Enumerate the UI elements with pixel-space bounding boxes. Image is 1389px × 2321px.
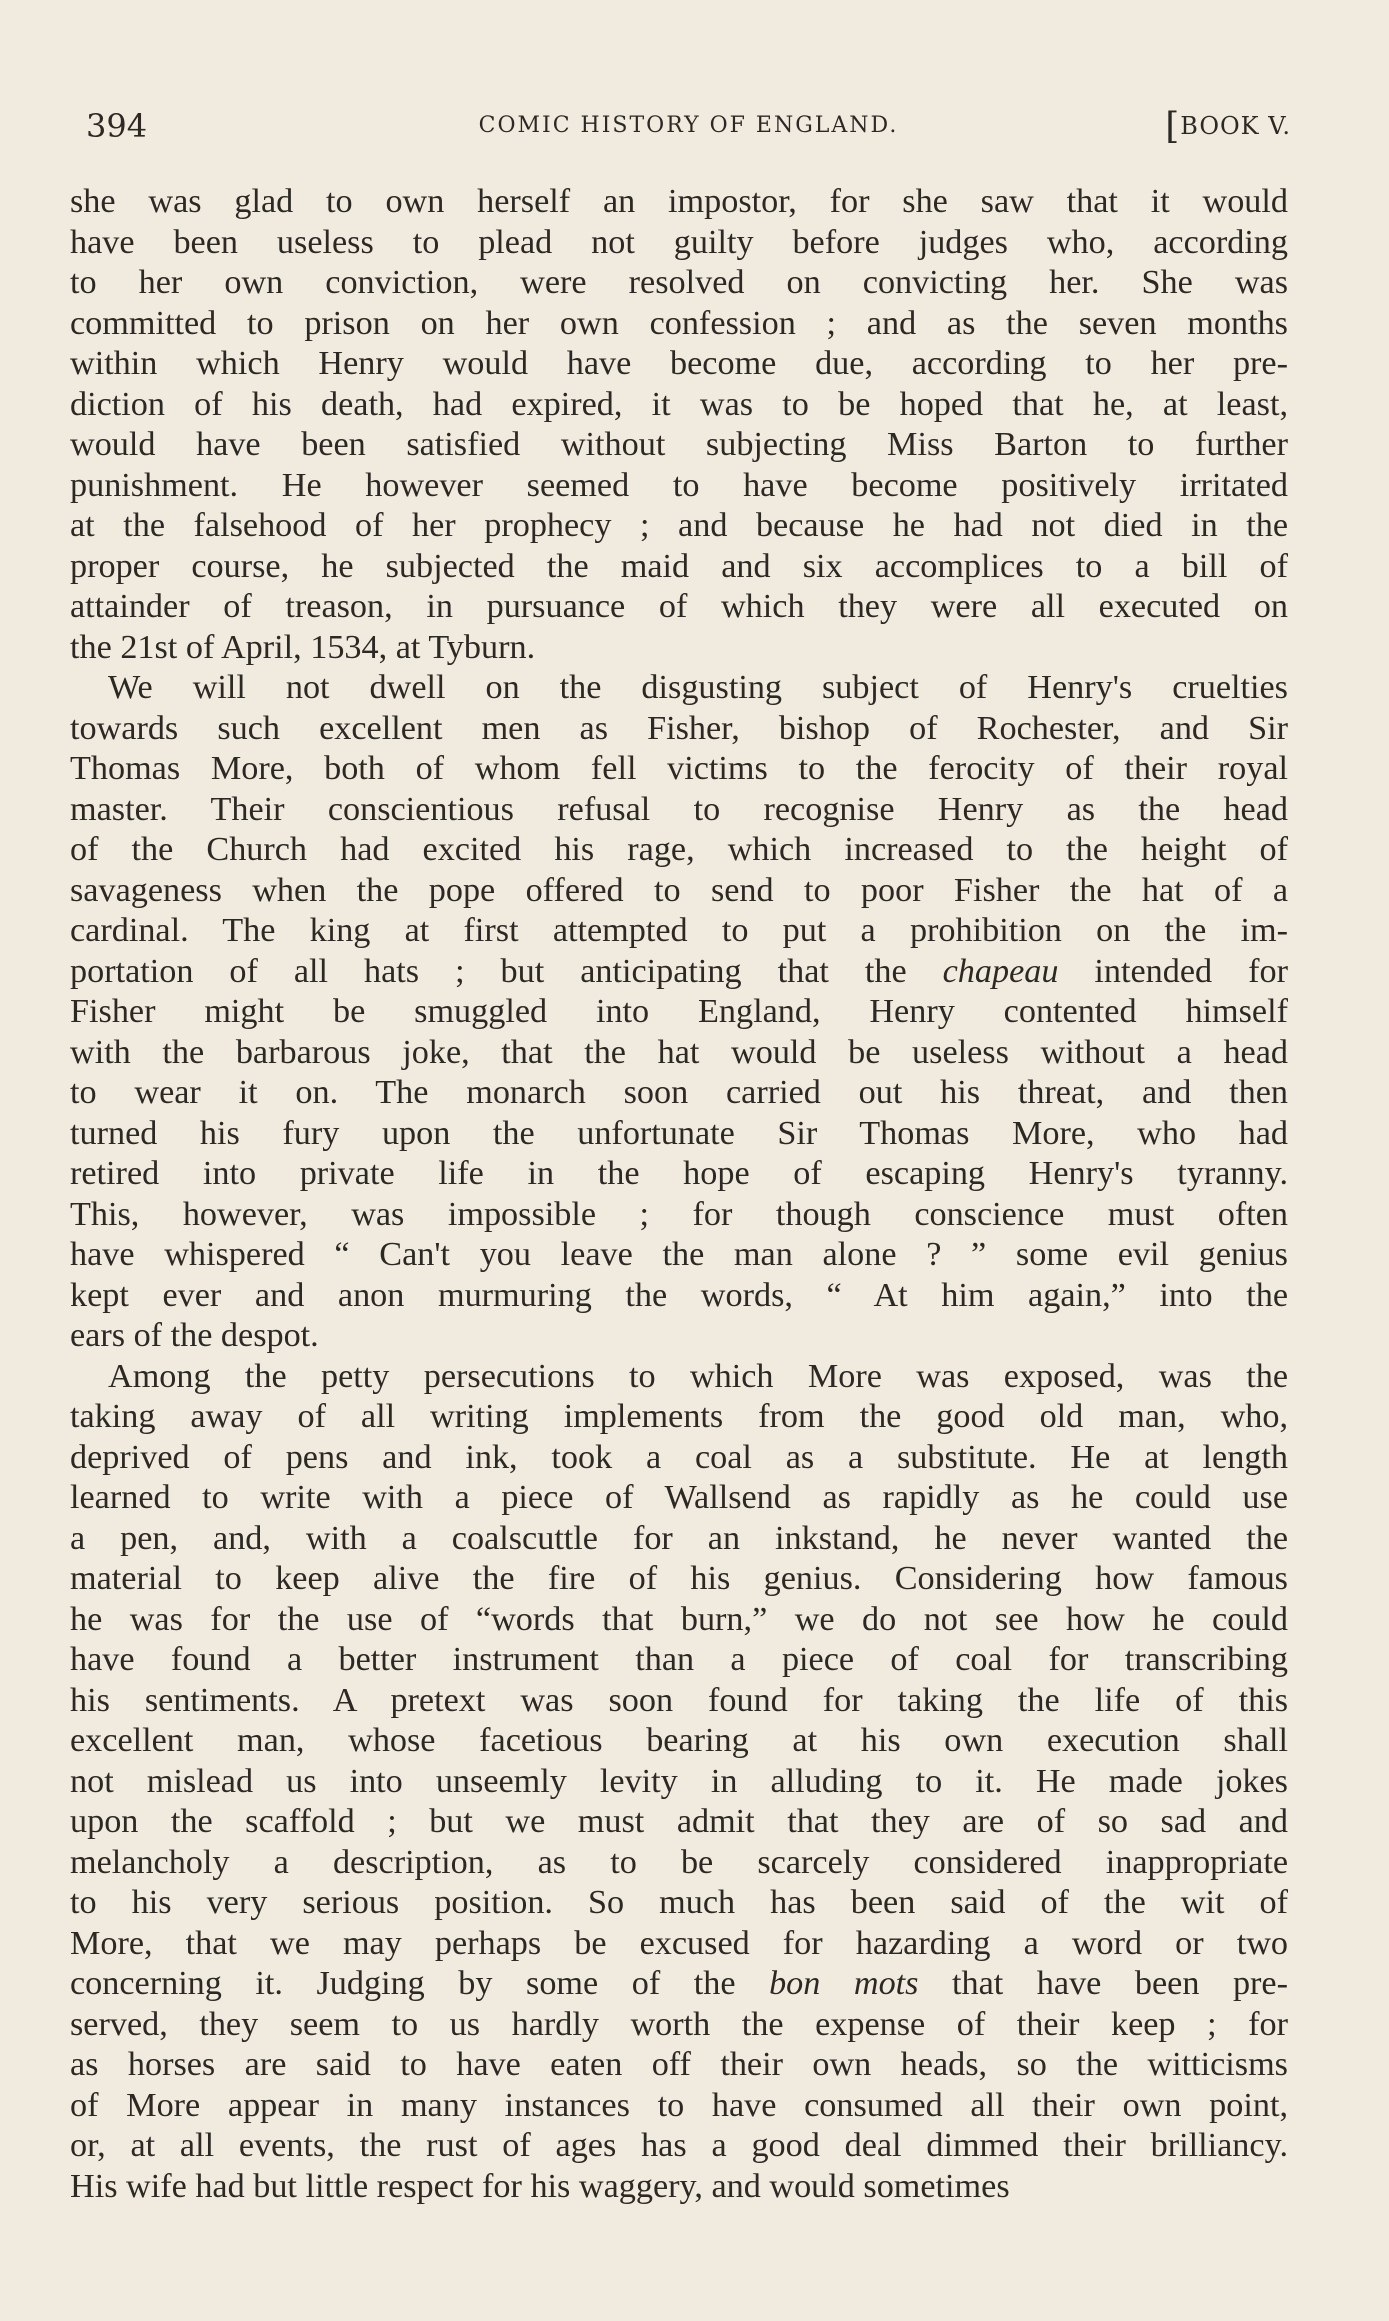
line-text: savageness when the pope offered to send to poor Fisher the hat of a bbox=[70, 871, 1288, 909]
text-line bbox=[70, 223, 1288, 264]
line-text: upon the scaffold ; but we must admit that they are of so sad and bbox=[70, 1803, 1288, 1840]
line-text: material to keep alive the fire of his genius. Considering how famous bbox=[70, 1560, 1288, 1597]
text-line bbox=[70, 466, 1288, 507]
running-header bbox=[86, 104, 1291, 148]
text-line bbox=[70, 1114, 1288, 1155]
text-line bbox=[70, 1235, 1288, 1276]
paragraph bbox=[70, 182, 1288, 668]
line-text: to wear it on. The monarch soon carried out his threat, and then bbox=[70, 1074, 1288, 1111]
text-line bbox=[70, 1600, 1288, 1641]
line-text: We will not dwell on the disgusting subject of Henry's cruelties bbox=[108, 669, 1288, 706]
line-text: cardinal. The king at first attempted to put a prohibition on the im- bbox=[70, 912, 1288, 949]
text-line bbox=[70, 911, 1288, 952]
line-text: of the Church had excited his rage, which increased to the height of bbox=[70, 831, 1288, 868]
text-line bbox=[70, 668, 1288, 709]
text-line bbox=[70, 1843, 1288, 1884]
text-line bbox=[70, 1762, 1288, 1803]
line-text: melancholy a description, as to be scarcely considered inappropriate bbox=[70, 1843, 1288, 1881]
line-text: she was glad to own herself an impostor, for she saw that it would bbox=[70, 183, 1288, 220]
text-line bbox=[70, 992, 1288, 1033]
text-line bbox=[70, 952, 1288, 993]
line-text: Among the petty persecutions to which More was exposed, was the bbox=[108, 1357, 1288, 1395]
text-line bbox=[70, 628, 1288, 669]
body-text bbox=[70, 182, 1288, 2207]
text-line bbox=[70, 2126, 1288, 2167]
line-text: to her own conviction, were resolved on convicting her. She was bbox=[70, 264, 1288, 301]
line-text: master. Their conscientious refusal to recognise Henry as the head bbox=[70, 790, 1288, 828]
text-line bbox=[70, 1681, 1288, 1722]
text-line bbox=[70, 304, 1288, 345]
line-text: Fisher might be smuggled into England, Henry contented himself bbox=[70, 993, 1288, 1030]
text-line bbox=[70, 182, 1288, 223]
text-line bbox=[70, 2167, 1288, 2208]
line-text: proper course, he subjected the maid and six accomplices to a bill of bbox=[70, 547, 1288, 585]
text-line bbox=[70, 1640, 1288, 1681]
line-text: towards such excellent men as Fisher, bishop of Rochester, and Sir bbox=[70, 709, 1288, 747]
line-text: as horses are said to have eaten off their own heads, so the witticisms bbox=[70, 2046, 1288, 2083]
text-line bbox=[70, 1519, 1288, 1560]
paragraph bbox=[70, 1357, 1288, 2208]
line-text: portation of all hats ; but anticipating that the bbox=[70, 952, 943, 990]
line-text: within which Henry would have become due, according to her pre- bbox=[70, 345, 1288, 382]
text-line bbox=[70, 1721, 1288, 1762]
book-label bbox=[1165, 104, 1291, 149]
line-text: served, they seem to us hardly worth the expense of their keep ; for bbox=[70, 2005, 1288, 2043]
line-text: Thomas More, both of whom fell victims to the ferocity of their royal bbox=[70, 750, 1288, 787]
line-text: he was for the use of “words that burn,” we do not see how he could bbox=[70, 1600, 1288, 1638]
line-text: turned his fury upon the unfortunate Sir Thomas More, who had bbox=[70, 1114, 1288, 1152]
text-line bbox=[70, 1276, 1288, 1317]
text-line bbox=[70, 1397, 1288, 1438]
line-text: ears of the despot. bbox=[70, 1317, 319, 1354]
line-text: the 21st of April, 1534, at Tyburn. bbox=[70, 628, 536, 666]
line-text: deprived of pens and ink, took a coal as a substitute. He at length bbox=[70, 1438, 1288, 1476]
text-line bbox=[70, 2045, 1288, 2086]
line-text: diction of his death, had expired, it was to be hoped that he, at least, bbox=[70, 385, 1288, 423]
line-text: or, at all events, the rust of ages has a good deal dimmed their brilliancy. bbox=[70, 2127, 1288, 2164]
line-text: his sentiments. A pretext was soon found for taking the life of this bbox=[70, 1681, 1288, 1719]
line-text: More, that we may perhaps be excused for hazarding a word or two bbox=[70, 1924, 1288, 1962]
text-line bbox=[70, 425, 1288, 466]
line-text: committed to prison on her own confession ; and as the seven months bbox=[70, 304, 1288, 342]
line-text: taking away of all writing implements from the good old man, who, bbox=[70, 1398, 1288, 1435]
line-text: at the falsehood of her prophecy ; and because he had not died in the bbox=[70, 507, 1288, 544]
line-text: punishment. He however seemed to have become positively irritated bbox=[70, 466, 1288, 504]
line-text: retired into private life in the hope of escaping Henry's tyranny. bbox=[70, 1155, 1288, 1192]
line-text: have been useless to plead not guilty before judges who, according bbox=[70, 223, 1288, 261]
text-line bbox=[70, 1559, 1288, 1600]
italic-phrase: chapeau bbox=[942, 952, 1059, 990]
text-line bbox=[70, 587, 1288, 628]
line-text: with the barbarous joke, that the hat would be useless without a head bbox=[70, 1033, 1288, 1071]
text-line bbox=[70, 1316, 1288, 1357]
text-line bbox=[70, 1883, 1288, 1924]
line-text: This, however, was impossible ; for though conscience must often bbox=[70, 1195, 1288, 1233]
text-line bbox=[70, 2005, 1288, 2046]
text-line bbox=[70, 1802, 1288, 1843]
text-line bbox=[70, 506, 1288, 547]
line-text: learned to write with a piece of Wallsend as rapidly as he could use bbox=[70, 1479, 1288, 1516]
text-line bbox=[70, 1964, 1288, 2005]
text-line bbox=[70, 1073, 1288, 1114]
text-line bbox=[70, 830, 1288, 871]
line-text: have whispered “ Can't you leave the man alone ? ” some evil genius bbox=[70, 1236, 1288, 1273]
line-text: attainder of treason, in pursuance of which they were all executed on bbox=[70, 588, 1288, 625]
italic-phrase: bon mots bbox=[769, 1965, 919, 2002]
text-line bbox=[70, 263, 1288, 304]
book-label-text: BOOK V. bbox=[1180, 112, 1291, 140]
line-text: not mislead us into unseemly levity in alluding to it. He made jokes bbox=[70, 1762, 1288, 1800]
line-text: would have been satisfied without subjecting Miss Barton to further bbox=[70, 426, 1288, 463]
line-text: of More appear in many instances to have consumed all their own point, bbox=[70, 2086, 1288, 2124]
text-line bbox=[70, 344, 1288, 385]
paragraph bbox=[70, 668, 1288, 1357]
text-line bbox=[70, 871, 1288, 912]
line-text: that have been pre- bbox=[918, 1965, 1288, 2002]
line-text: kept ever and anon murmuring the words, “ At him again,” into the bbox=[70, 1276, 1288, 1314]
page-number: 394 bbox=[86, 107, 148, 145]
text-line bbox=[70, 1924, 1288, 1965]
text-line bbox=[70, 385, 1288, 426]
text-line bbox=[70, 2086, 1288, 2127]
text-line bbox=[70, 1438, 1288, 1479]
line-text: intended for bbox=[1058, 952, 1288, 990]
running-title: COMIC HISTORY OF ENGLAND. bbox=[478, 113, 899, 138]
text-line bbox=[70, 547, 1288, 588]
line-text: to his very serious position. So much has been said of the wit of bbox=[70, 1884, 1288, 1921]
text-line bbox=[70, 1033, 1288, 1074]
text-line bbox=[70, 1478, 1288, 1519]
text-line bbox=[70, 1195, 1288, 1236]
book-bracket: [ bbox=[1165, 106, 1181, 147]
line-text: concerning it. Judging by some of the bbox=[70, 1965, 770, 2002]
text-line bbox=[70, 749, 1288, 790]
line-text: excellent man, whose facetious bearing at his own execution shall bbox=[70, 1722, 1288, 1759]
text-line bbox=[70, 790, 1288, 831]
text-line bbox=[70, 709, 1288, 750]
line-text: a pen, and, with a coalscuttle for an inkstand, he never wanted the bbox=[70, 1519, 1288, 1557]
line-text: His wife had but little respect for his waggery, and would sometimes bbox=[70, 2167, 1010, 2205]
text-line bbox=[70, 1154, 1288, 1195]
line-text: have found a better instrument than a piece of coal for transcribing bbox=[70, 1641, 1288, 1678]
text-line bbox=[70, 1357, 1288, 1398]
